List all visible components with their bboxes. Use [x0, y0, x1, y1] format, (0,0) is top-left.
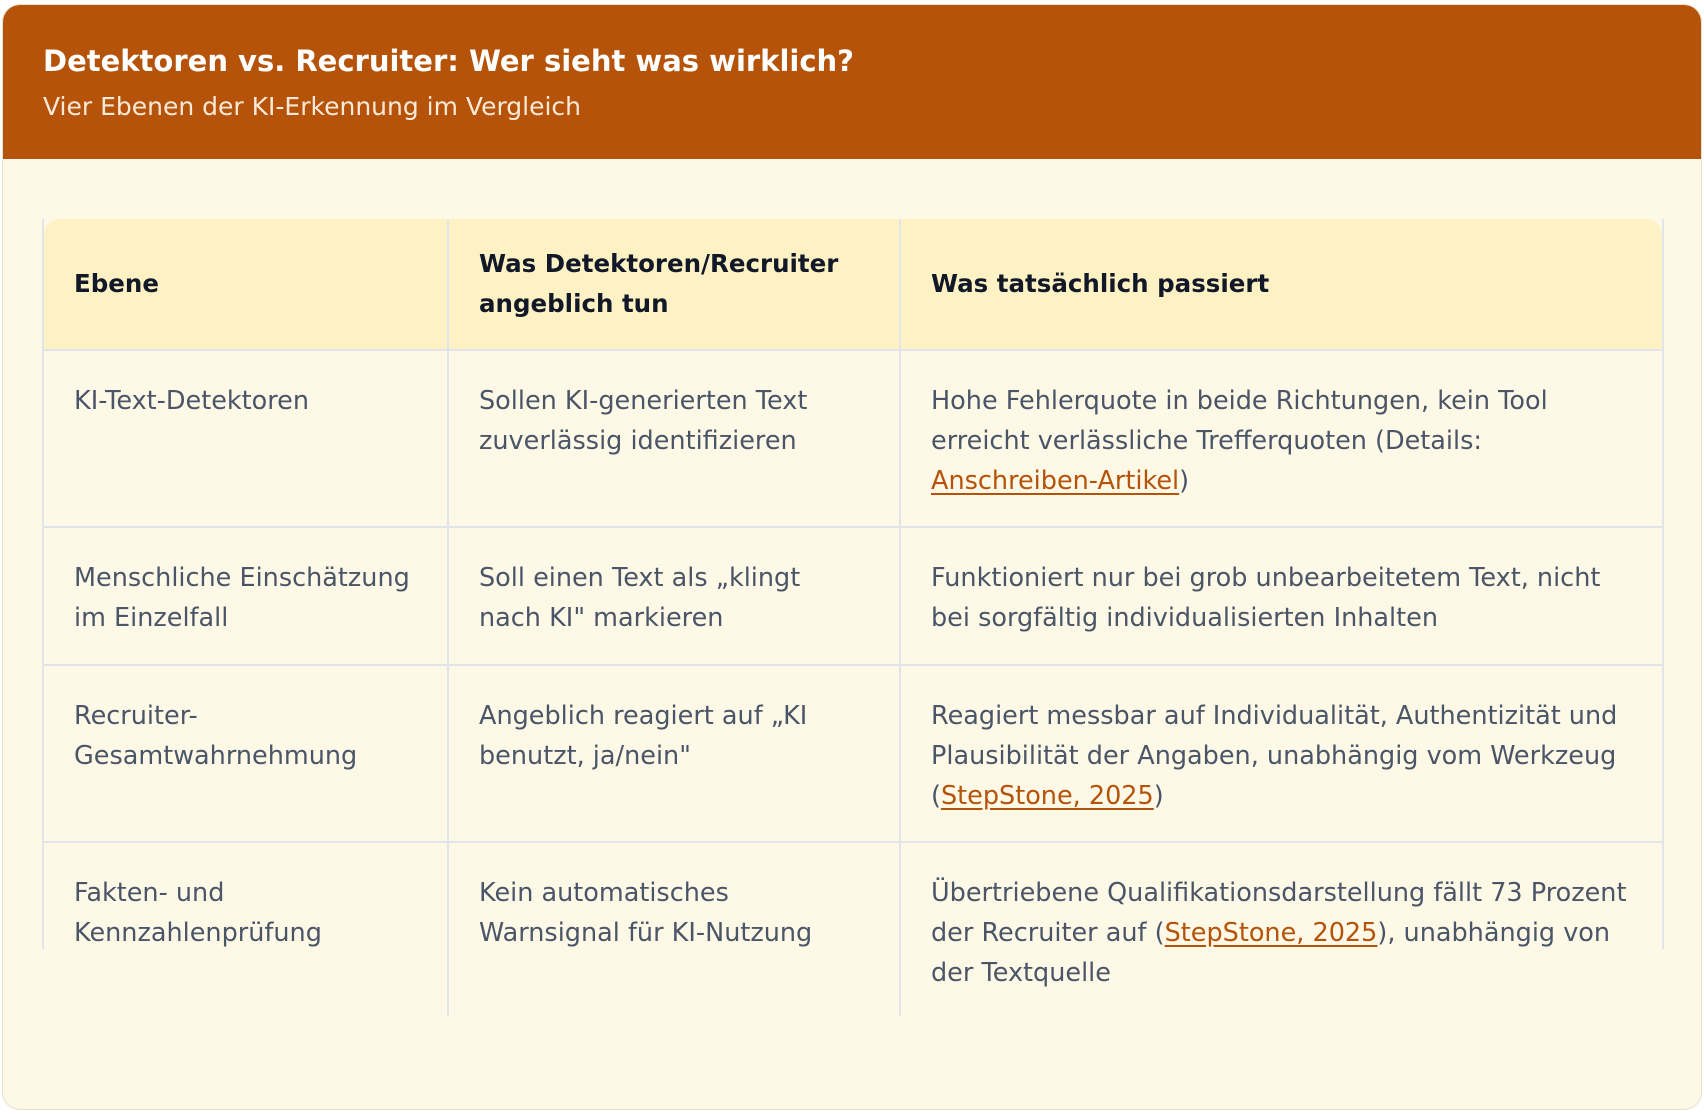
- cell-actual-text: Reagiert messbar auf Individualität, Authentizität und Plausibilität der Angaben, unabhängig vom Werkzeug (: [931, 701, 1618, 811]
- cell-actual: Funktioniert nur bei grob unbearbeitetem Text, nicht bei sorgfältig individualisierten Inhalten: [931, 563, 1601, 633]
- table-row: [44, 843, 1662, 1016]
- cell-claimed: Soll einen Text als „klingt nach KI" markieren: [449, 528, 901, 664]
- card-title: Detektoren vs. Recruiter: Wer sieht was wirklich?: [43, 44, 855, 78]
- anschreiben-artikel-link[interactable]: Anschreiben-Artikel: [931, 466, 1180, 496]
- table-row: [44, 666, 1662, 843]
- cell-claimed: Sollen KI-generierten Text zuverlässig identifizieren: [449, 351, 901, 526]
- cell-actual-text-end: ), unabhängig von der Textquelle: [931, 918, 1611, 988]
- cell-actual: [901, 843, 1662, 1016]
- cell-level: KI-Text-Detektoren: [44, 351, 449, 526]
- column-header-level: Ebene: [44, 219, 449, 349]
- cell-actual-text-end: ): [1153, 781, 1164, 811]
- cell-claimed: Angeblich reagiert auf „KI benutzt, ja/nein": [449, 666, 901, 841]
- cell-level: Recruiter-Gesamtwahrnehmung: [44, 666, 449, 841]
- column-header-claimed: Was Detektoren/Recruiter angeblich tun: [449, 219, 901, 349]
- column-header-actual: Was tatsächlich passiert: [931, 269, 1270, 298]
- cell-actual-text-end: ): [1179, 466, 1190, 496]
- stepstone-2025-link[interactable]: StepStone, 2025: [1164, 918, 1378, 948]
- table-header-row: [44, 219, 1662, 351]
- cell-level: Fakten- und Kennzahlenprüfung: [44, 843, 449, 1016]
- cell-claimed: Kein automatisches Warnsignal für KI-Nutzung: [449, 843, 901, 1016]
- card-header: [3, 5, 1701, 159]
- cell-actual-text: Übertriebene Qualifikationsdarstellung fällt 73 Prozent der Recruiter auf (: [931, 878, 1627, 948]
- card-subtitle: Vier Ebenen der KI-Erkennung im Vergleich: [43, 92, 582, 121]
- stepstone-2025-link[interactable]: StepStone, 2025: [940, 781, 1154, 811]
- cell-actual: [901, 351, 1662, 526]
- cell-level: Menschliche Einschätzung im Einzelfall: [44, 528, 449, 664]
- table-row: [44, 528, 1662, 666]
- table-row: [44, 351, 1662, 528]
- cell-actual: [901, 666, 1662, 841]
- comparison-table: [42, 219, 1664, 988]
- cell-actual-text: Hohe Fehlerquote in beide Richtungen, kein Tool erreicht verlässliche Trefferquoten (Details:: [931, 386, 1548, 456]
